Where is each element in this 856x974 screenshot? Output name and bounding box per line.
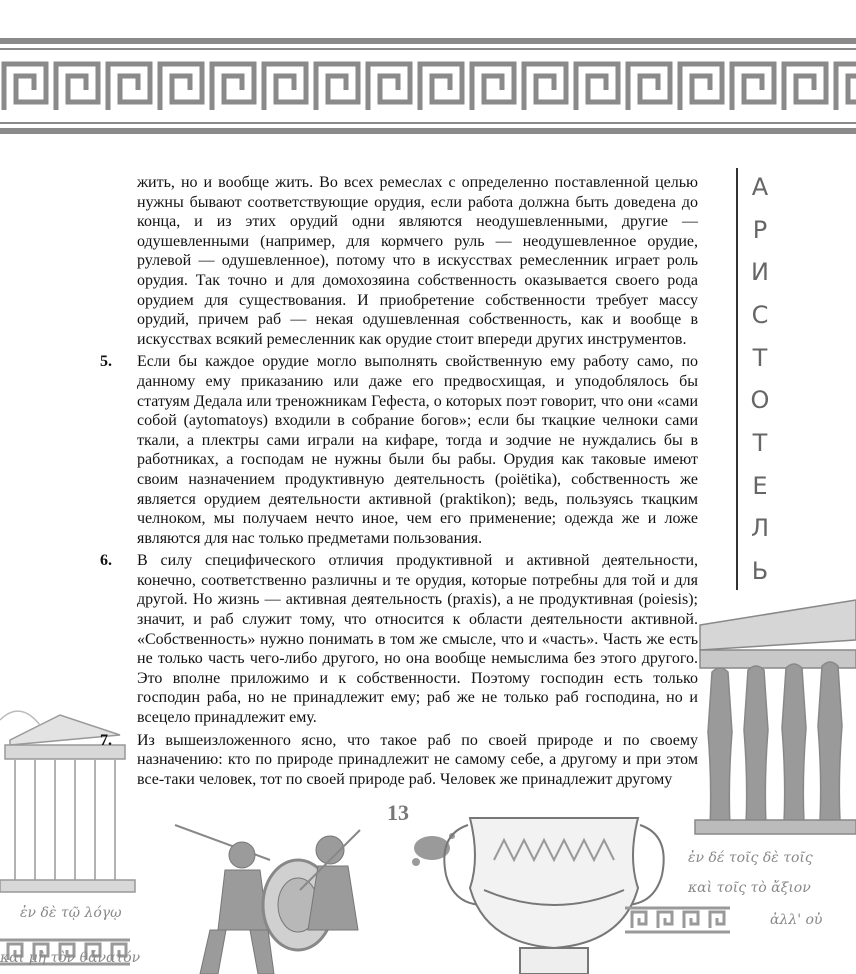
side-letter: Р bbox=[752, 215, 768, 244]
right-temple-illustration bbox=[695, 600, 856, 834]
side-letter: Л bbox=[750, 514, 770, 543]
side-letter: Ь bbox=[751, 556, 769, 585]
side-letter: А bbox=[751, 173, 769, 201]
handwriting-fragment: ἀλλ' οὐ bbox=[770, 912, 823, 928]
paragraph bbox=[100, 352, 698, 548]
side-letter: О bbox=[750, 386, 770, 415]
paragraph-number: 6. bbox=[100, 552, 112, 570]
author-vertical-title bbox=[736, 168, 780, 590]
paragraph-text: Из вышеизложенного ясно, что такое раб по своей природе и по своему назначению: кто по природе принадлежит не самому себе, а другому и при этом все-таки человек, тот по своей природе раб. Человек же принадлежит другому bbox=[137, 731, 698, 788]
warriors-illustration bbox=[175, 825, 360, 974]
ink-splash bbox=[412, 833, 455, 866]
amphora-illustration bbox=[444, 818, 663, 974]
handwriting-fragment: ἐν δὲ τῷ λόγῳ bbox=[20, 905, 122, 921]
side-letter: С bbox=[751, 300, 769, 329]
handwriting-fragment: καὶ τοῖς τὸ ἄξιον bbox=[688, 880, 811, 896]
side-letter: Е bbox=[752, 471, 768, 500]
side-letter: Т bbox=[752, 428, 768, 457]
paragraph-text: жить, но и вообще жить. Во всех ремеслах с определенно поставленной целью нужны бывают соответствующие орудия, если работа должна быть доведена до конца, и из этих орудий одни являются неодушевленными, другие — одушевленными (например, для кормчего руль — неодушевленное орудие, рулевой — одушевленное), потому что в искусствах ремесленник играет роль орудия. Так точно и для домохозяина собственность оказывается своего рода орудием для существования. И приобретение собственности требует массу орудий, причем раб — некая одушевленная собственность, как и вообще в искусствах всякий ремесленник как орудие стоит впереди других инструментов. bbox=[137, 174, 698, 348]
paragraph-number: 7. bbox=[100, 731, 112, 749]
paragraph-text: В силу специфического отличия продуктивной и активной деятельности, конечно, соответственно различны и те орудия, которые потребны для той и для другой. Но жизнь — активная деятельность (praxis), а не продуктивная (poiesis); значит, и раб служит тому, что относится к области деятельности активной. «Собственность» нужно понимать в том же смысле, что и «часть». Часть же есть не только часть чего-либо другого, но она вообще немыслима без этого другого. Это вполне приложимо и к собственности. Поэтому господин есть только господин раба, но не принадлежит ему; раб же не только раб господина, но и всецело принадлежит ему. bbox=[137, 552, 698, 727]
paragraph-number: 5. bbox=[100, 353, 112, 371]
side-letter: Т bbox=[752, 343, 768, 372]
paragraph bbox=[100, 173, 698, 349]
paragraph bbox=[100, 551, 698, 727]
body-text bbox=[100, 173, 698, 792]
paragraph-text: Если бы каждое орудие могло выполнять свойственную ему работу само, по данному ему приказанию или даже его предвосхищая, и уподоблялось бы статуям Дедала или треножникам Гефеста, о которых поэт говорит, что они «сами собой (aytomatoys) входили в собрание богов»; если бы ткацкие челноки сами ткали, а плектры сами играли на кифаре, тогда и зодчие не нуждались бы в работниках, а господам не нужны были бы рабы. Орудия как таковые имеют своим назначением продуктивную деятельность (poiëtika), собственность же является орудием деятельности активной (praktikon); ведь, пользуясь ткацким челноком, мы получаем нечто иное, чем его применение; одежда же и ложе являются для нас только предметами пользования. bbox=[137, 353, 698, 547]
side-letter: И bbox=[751, 258, 769, 287]
paragraph bbox=[100, 731, 698, 790]
handwriting-fragment: καὶ μὴ τὸν θάνατόν bbox=[0, 950, 141, 966]
handwriting-fragment: ἐν δέ τοῖς δὲ τοῖς bbox=[688, 850, 813, 866]
page-number: 13 bbox=[387, 800, 409, 825]
